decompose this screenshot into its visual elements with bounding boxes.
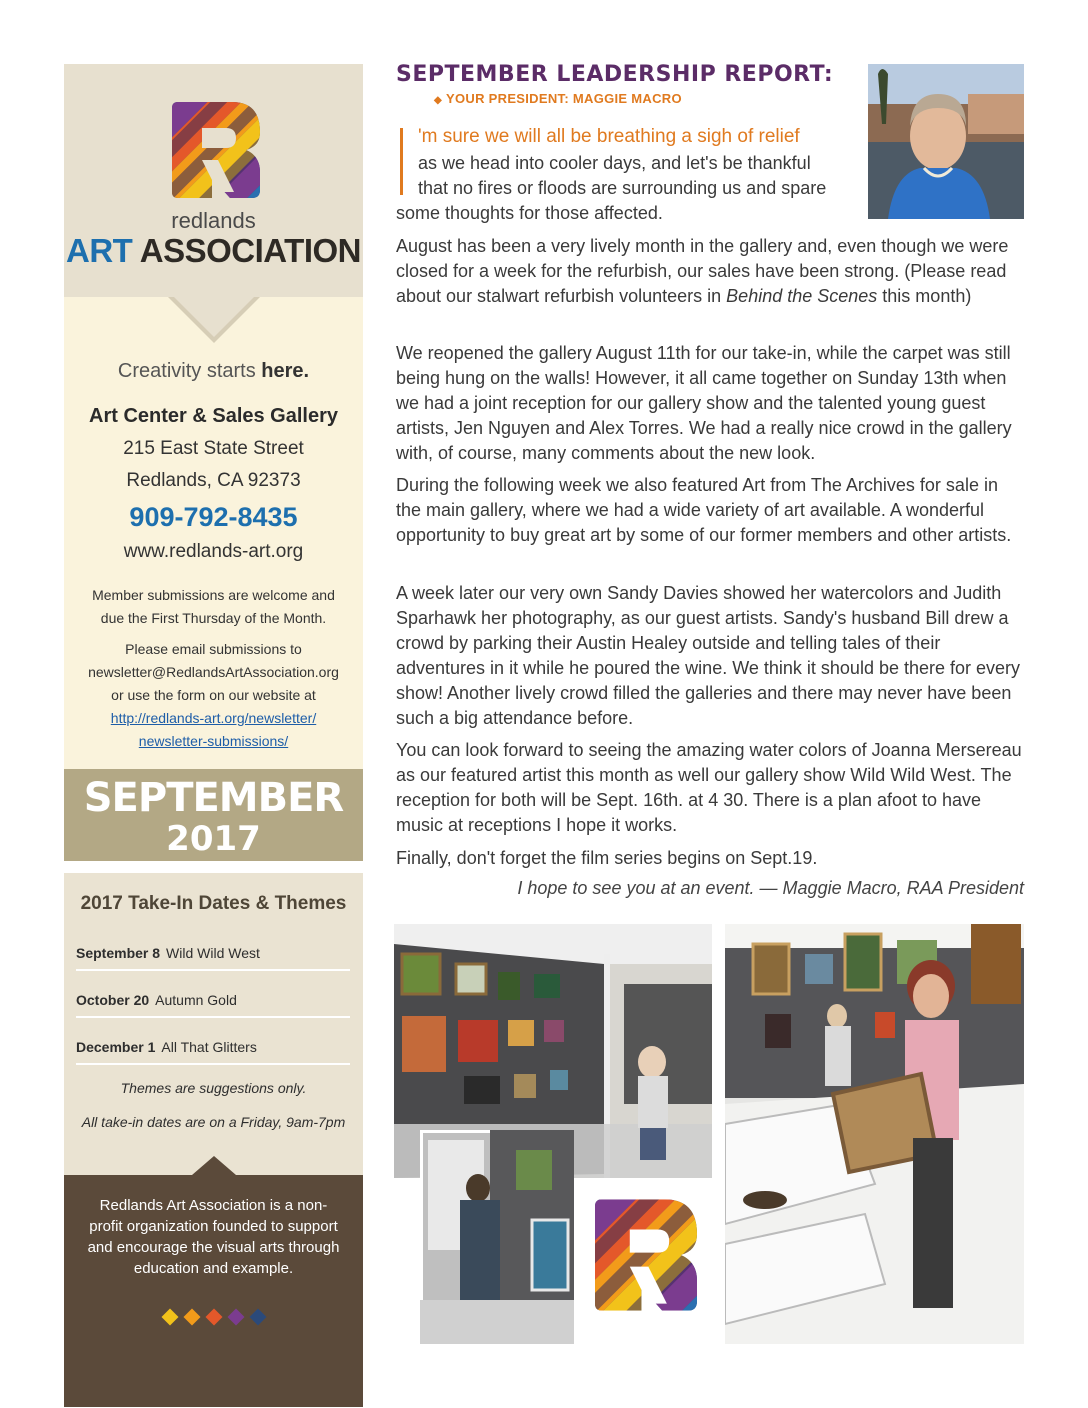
article-signoff: I hope to see you at an event. — Maggie Macro, RAA President bbox=[517, 878, 1024, 898]
mission-pointer bbox=[192, 1156, 236, 1175]
tagline bbox=[64, 360, 363, 383]
form-instruction: or use the form on our website at bbox=[111, 687, 316, 703]
issue-date-band bbox=[64, 769, 363, 861]
takein-theme: Wild Wild West bbox=[166, 945, 260, 961]
article-paragraph-4: A week later our very own Sandy Davies showed her watercolors and Judith Sparhawk her photography, as our guest artists. Sandy's husband Bill drew a crowd by parking their Austin Healey outside and telling tales of their adventures in it while he poured the wine. We think it should be there for every show! Another lively crowd filled the galleries and there may never have been such a big attendance before. bbox=[396, 583, 1021, 728]
takein-hours-note: All take-in dates are on a Friday, 9am-7pm bbox=[81, 1114, 346, 1130]
takein-panel bbox=[64, 873, 363, 1175]
article-headline: SEPTEMBER LEADERSHIP REPORT: bbox=[396, 62, 834, 87]
raa-logo-icon bbox=[172, 102, 260, 198]
intro-line: as we head into cooler days, and let's be thankful bbox=[418, 153, 811, 173]
tagline-emphasis: here. bbox=[261, 360, 310, 382]
takein-theme: All That Glitters bbox=[161, 1039, 257, 1055]
intro-line-wrap: some thoughts for those affected. bbox=[396, 203, 663, 223]
logo-panel bbox=[64, 64, 363, 297]
takein-row bbox=[76, 1039, 350, 1065]
p1-emphasis: Behind the Scenes bbox=[726, 286, 878, 306]
diamond-icon bbox=[206, 1309, 223, 1326]
mission-line: education and example. bbox=[133, 1260, 294, 1277]
article-paragraph-3: During the following week we also featured Art from The Archives for sale in the main gallery, where we had a wide variety of art available. A wonderful opportunity to buy great art by some of our former members and other artists. bbox=[396, 475, 1012, 545]
org-name-art: ART bbox=[65, 232, 133, 269]
mission-line: and encourage the visual arts through bbox=[87, 1239, 340, 1256]
diamond-icon bbox=[162, 1309, 179, 1326]
address-line-2: Redlands, CA 92373 bbox=[126, 470, 301, 491]
diamond-icon bbox=[184, 1309, 201, 1326]
article-paragraph-5: You can look forward to seeing the amazing water colors of Joanna Mersereau as our featured artist this month as well our gallery show Wild Wild West. The reception for both will be Sept. 16th. at 4 30. There is a plan afoot to have music at receptions I hope it works. bbox=[396, 740, 1022, 835]
article-paragraph-2: We reopened the gallery August 11th for our take-in, while the carpet was still being hung on the walls! However, it all came together on Sunday 13th when we had a joint reception for our gallery show and the talented young guest artists, Jen Nguyen and Alex Torres. We had a really nice crowd in the gallery with, of course, many comments about the new look. bbox=[396, 343, 1012, 463]
email-note bbox=[78, 638, 349, 753]
email-address[interactable]: newsletter@RedlandsArtAssociation.org bbox=[88, 664, 339, 680]
submissions-line: Member submissions are welcome and bbox=[92, 587, 335, 603]
panel-pointer bbox=[174, 297, 254, 337]
drop-cap-bar bbox=[400, 128, 411, 195]
takein-date: September 8 bbox=[76, 945, 161, 961]
p1-text: August has been a very lively month in the gallery and, even though we were closed for a week for the refurbish, our sales have been strong. (Please read about our stalwart refurbish volunteers in bbox=[396, 236, 1009, 306]
email-instruction: Please email submissions to bbox=[125, 641, 302, 657]
org-name-large bbox=[64, 232, 363, 270]
takein-row bbox=[76, 992, 350, 1018]
org-name-association: ASSOCIATION bbox=[139, 232, 361, 269]
diamond-row-icon bbox=[160, 1307, 272, 1327]
mission-line: profit organization founded to support bbox=[89, 1218, 338, 1235]
takein-heading: 2017 Take-In Dates & Themes bbox=[80, 893, 347, 914]
gallery-photo-hanging bbox=[420, 1130, 574, 1344]
submissions-link-cont[interactable]: newsletter-submissions/ bbox=[138, 733, 289, 749]
gallery-name: Art Center & Sales Gallery bbox=[89, 405, 338, 427]
intro-line: that no fires or floods are surrounding us and spare bbox=[418, 178, 827, 198]
president-photo bbox=[868, 64, 1024, 219]
website-link[interactable]: www.redlands-art.org bbox=[123, 541, 304, 562]
mission-panel bbox=[64, 1175, 363, 1407]
issue-year: 2017 bbox=[166, 819, 261, 859]
submissions-link[interactable]: http://redlands-art.org/newsletter/ bbox=[110, 710, 317, 726]
submissions-note bbox=[78, 584, 349, 630]
diamond-icon bbox=[228, 1309, 245, 1326]
gallery-photo-volunteer bbox=[725, 924, 1024, 1344]
tagline-prefix: Creativity starts bbox=[117, 360, 256, 382]
takein-row bbox=[76, 945, 350, 971]
submissions-line: due the First Thursday of the Month. bbox=[100, 610, 327, 626]
diamond-icon bbox=[250, 1309, 267, 1326]
p1-text-end: this month) bbox=[877, 286, 972, 306]
raa-logo-small-icon bbox=[595, 1198, 697, 1312]
mission-line: Redlands Art Association is a non- bbox=[99, 1197, 328, 1214]
article-lead-in: 'm sure we will all be breathing a sigh of relief bbox=[418, 126, 800, 147]
address-line-1: 215 East State Street bbox=[123, 438, 304, 459]
phone-number[interactable]: 909-792-8435 bbox=[129, 502, 298, 532]
themes-note: Themes are suggestions only. bbox=[120, 1080, 307, 1096]
takein-date: December 1 bbox=[76, 1039, 156, 1055]
byline-text: YOUR PRESIDENT: MAGGIE MACRO bbox=[446, 91, 682, 106]
issue-month: SEPTEMBER bbox=[83, 775, 344, 821]
takein-date: October 20 bbox=[76, 992, 150, 1008]
takein-theme: Autumn Gold bbox=[155, 992, 237, 1008]
article-byline bbox=[434, 91, 682, 106]
article-paragraph-6: Finally, don't forget the film series begins on Sept.19. bbox=[396, 848, 818, 868]
diamond-bullet-icon: ◆ bbox=[434, 95, 442, 106]
org-name-small: redlands bbox=[171, 208, 256, 233]
article-intro bbox=[418, 151, 878, 201]
article-paragraph-1 bbox=[396, 234, 1024, 309]
mission-statement bbox=[78, 1195, 349, 1279]
